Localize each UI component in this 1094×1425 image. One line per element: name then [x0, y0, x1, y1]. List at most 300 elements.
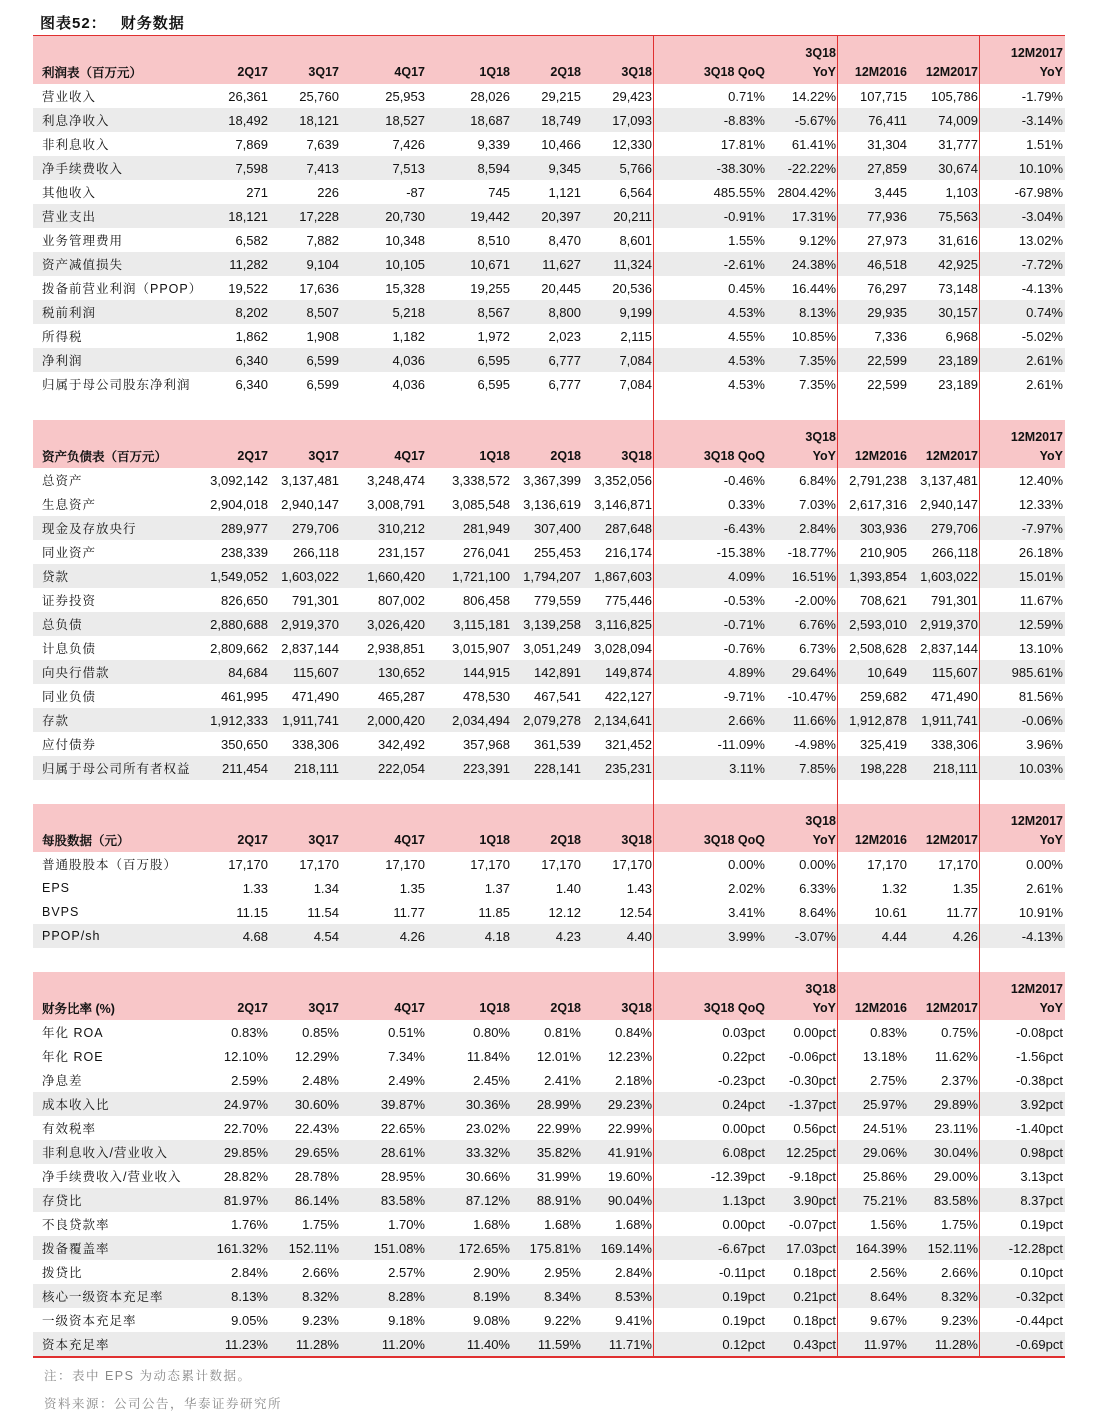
cell-value: 22.43% — [294, 1120, 339, 1136]
cell-value: -18.77% — [787, 544, 836, 560]
cell-value: 11.54 — [307, 904, 339, 920]
row-label: 非利息收入/营业收入 — [33, 1140, 198, 1164]
cell-value: 0.00pct — [722, 1120, 765, 1136]
cell-value: 11,324 — [583, 252, 654, 276]
column-header-top: 12M2017 — [980, 804, 1065, 828]
column-header: 2Q18 — [512, 828, 583, 852]
cell-value: 3,026,420 — [341, 612, 427, 636]
column-header-top — [838, 420, 909, 444]
cell-value: 12,330 — [612, 136, 652, 152]
source-note: 资料来源：公司公告，华泰证券研究所 — [44, 1397, 283, 1411]
cell-value: 31.99% — [536, 1168, 581, 1184]
cell-value: 10,671 — [427, 252, 512, 276]
cell-value: 2.75% — [870, 1072, 907, 1088]
row-label: PPOP/sh — [33, 924, 198, 948]
cell-value: 2,115 — [620, 328, 652, 344]
cell-value: 11.77 — [393, 904, 425, 920]
cell-value: 2.41% — [544, 1072, 581, 1088]
cell-value: 169.14% — [583, 1236, 654, 1260]
cell-value: 28.95% — [380, 1168, 425, 1184]
table-header — [33, 804, 1065, 852]
cell-value: 3,051,249 — [523, 640, 581, 656]
cell-value: 1,182 — [392, 328, 425, 344]
column-header: YoY — [767, 996, 838, 1020]
cell-value: 83.58% — [341, 1188, 427, 1212]
cell-value: 1,908 — [306, 328, 339, 344]
column-header: 2Q18 — [512, 996, 583, 1020]
cell-value: 0.51% — [388, 1024, 425, 1040]
cell-value: 4.18 — [427, 924, 512, 948]
cell-value: -12.39pct — [710, 1168, 765, 1184]
cell-value: 22.99% — [536, 1120, 581, 1136]
cell-value: 2.56% — [870, 1264, 907, 1280]
cell-value: 10,466 — [541, 136, 581, 152]
cell-value: 2,904,018 — [210, 496, 268, 512]
table-row — [33, 1092, 1065, 1116]
column-header: 12M2017 — [909, 60, 980, 84]
cell-value: 13.02% — [1018, 232, 1063, 248]
cell-value: 2,791,238 — [849, 472, 907, 488]
cell-value: 10.91% — [1018, 904, 1063, 920]
cell-value: 77,936 — [838, 204, 909, 228]
cell-value: 12.10% — [223, 1048, 268, 1064]
cell-value: 6,777 — [512, 348, 583, 372]
cell-value: 17.03pct — [767, 1236, 838, 1260]
cell-value: 1.34 — [313, 880, 339, 896]
cell-value: 0.18pct — [793, 1264, 836, 1280]
table-row — [33, 348, 1065, 372]
cell-value: 0.22pct — [722, 1048, 765, 1064]
cell-value: 478,530 — [463, 688, 510, 704]
cell-value: 30,157 — [909, 300, 980, 324]
cell-value: 11.62% — [934, 1048, 978, 1064]
cell-value: 0.03pct — [722, 1024, 765, 1040]
divider-line-quarterly — [653, 35, 654, 1357]
table-row — [33, 372, 1065, 396]
cell-value: 231,157 — [378, 544, 425, 560]
cell-value: 29.89% — [909, 1092, 980, 1116]
header-row-top — [33, 420, 1065, 444]
table-header — [33, 36, 1065, 85]
cell-value: 151.08% — [341, 1236, 427, 1260]
cell-value: 1.32 — [881, 880, 907, 896]
cell-value: -0.44pct — [1016, 1312, 1063, 1328]
row-label: EPS — [42, 881, 71, 895]
cell-value: 17.31% — [767, 204, 838, 228]
cell-value: -10.47% — [787, 688, 836, 704]
per-share-data-table — [33, 804, 1065, 948]
cell-value: 6,595 — [477, 376, 510, 392]
cell-value: 6,564 — [619, 184, 652, 200]
column-header: 1Q18 — [427, 996, 512, 1020]
cell-value: 30.04% — [909, 1140, 980, 1164]
cell-value: 4.54 — [270, 924, 341, 948]
column-header-top — [427, 972, 512, 996]
cell-value: 27,973 — [867, 232, 907, 248]
cell-value: 8.64% — [838, 1284, 909, 1308]
cell-value: 4.09% — [654, 564, 767, 588]
cell-value: 3,116,825 — [583, 612, 654, 636]
cell-value: 3.99% — [654, 924, 767, 948]
cell-value: 73,148 — [938, 280, 978, 296]
cell-value: 0.12pct — [654, 1332, 767, 1357]
column-header-top — [512, 972, 583, 996]
cell-value: 2,508,628 — [849, 640, 907, 656]
cell-value: 23.02% — [465, 1120, 510, 1136]
row-label: 净息差 — [42, 1074, 83, 1088]
column-header: 3Q18 QoQ — [654, 828, 767, 852]
cell-value: 2.84% — [231, 1264, 268, 1280]
cell-value: 8.53% — [583, 1284, 654, 1308]
cell-value: 1,603,022 — [270, 564, 341, 588]
cell-value: 17,170 — [299, 856, 339, 872]
cell-value: 350,650 — [221, 736, 268, 752]
cell-value: 20,445 — [541, 280, 581, 296]
cell-value: 2,617,316 — [849, 496, 907, 512]
column-header: 12M2017 — [909, 444, 980, 468]
cell-value: 144,915 — [427, 660, 512, 684]
cell-value: 2,940,147 — [281, 496, 339, 512]
cell-value: 7.03% — [799, 496, 836, 512]
table-row — [33, 636, 1065, 660]
column-header: YoY — [980, 828, 1065, 852]
cell-value: 161.32% — [198, 1236, 270, 1260]
row-label: 存贷比 — [33, 1188, 198, 1212]
column-header-top — [198, 36, 270, 61]
cell-value: 0.19pct — [1020, 1216, 1063, 1232]
column-header: YoY — [980, 60, 1065, 84]
cell-value: 7,084 — [583, 348, 654, 372]
cell-value: -38.30% — [654, 156, 767, 180]
column-header: 4Q17 — [341, 996, 427, 1020]
column-header-top — [909, 804, 980, 828]
cell-value: 1,794,207 — [512, 564, 583, 588]
cell-value: 7,869 — [235, 136, 268, 152]
cell-value: 3.92pct — [980, 1092, 1065, 1116]
cell-value: 3,015,907 — [452, 640, 510, 656]
table-row — [33, 516, 1065, 540]
column-header: 3Q17 — [270, 828, 341, 852]
cell-value: 29.06% — [838, 1140, 909, 1164]
cell-value: 6,599 — [306, 376, 339, 392]
cell-value: 0.00pct — [722, 1216, 765, 1232]
cell-value: 2,593,010 — [838, 612, 909, 636]
column-header-top: 12M2017 — [980, 972, 1065, 996]
cell-value: 2.48% — [302, 1072, 339, 1088]
cell-value: 7,413 — [270, 156, 341, 180]
table-row — [33, 756, 1065, 780]
cell-value: 22,599 — [867, 376, 907, 392]
cell-value: 6,968 — [945, 328, 978, 344]
financial-ratios-table — [33, 972, 1065, 1358]
table-row — [33, 300, 1065, 324]
cell-value: 1,121 — [548, 184, 581, 200]
cell-value: 3.90pct — [767, 1188, 838, 1212]
cell-value: 2.49% — [388, 1072, 425, 1088]
table-row — [33, 156, 1065, 180]
cell-value: 1.75% — [941, 1216, 978, 1232]
cell-value: 2,079,278 — [512, 708, 583, 732]
cell-value: 279,706 — [909, 516, 980, 540]
cell-value: 826,650 — [221, 592, 268, 608]
header-row — [33, 444, 1065, 468]
cell-value: 88.91% — [512, 1188, 583, 1212]
column-header-top — [427, 36, 512, 61]
cell-value: 2.95% — [544, 1264, 581, 1280]
cell-value: 8.32% — [270, 1284, 341, 1308]
table-row — [33, 1308, 1065, 1332]
cell-value: 29,215 — [541, 88, 581, 104]
cell-value: 11.20% — [341, 1332, 427, 1357]
cell-value: 29.64% — [767, 660, 838, 684]
cell-value: 17,636 — [299, 280, 339, 296]
cell-value: 1.56% — [870, 1216, 907, 1232]
cell-value: 0.00pct — [793, 1024, 836, 1040]
cell-value: 3.41% — [728, 904, 765, 920]
row-label: 不良贷款率 — [42, 1218, 110, 1232]
cell-value: 25.97% — [838, 1092, 909, 1116]
header-blank — [33, 420, 198, 444]
cell-value: 172.65% — [427, 1236, 512, 1260]
cell-value: -2.00% — [794, 592, 836, 608]
cell-value: 20,730 — [341, 204, 427, 228]
column-header: 1Q18 — [427, 60, 512, 84]
cell-value: 22.99% — [607, 1120, 652, 1136]
divider-line-yoy — [837, 35, 838, 1357]
cell-value: -0.46% — [723, 472, 765, 488]
cell-value: -9.18pct — [789, 1168, 836, 1184]
cell-value: 8,594 — [427, 156, 512, 180]
cell-value: 2.02% — [728, 880, 765, 896]
cell-value: 9,345 — [512, 156, 583, 180]
cell-value: 1.76% — [231, 1216, 268, 1232]
cell-value: 31,304 — [867, 136, 907, 152]
cell-value: 0.98pct — [980, 1140, 1065, 1164]
cell-value: -4.13% — [980, 924, 1065, 948]
row-label: 有效税率 — [42, 1122, 97, 1136]
cell-value: 779,559 — [534, 592, 581, 608]
cell-value: 87.12% — [427, 1188, 512, 1212]
column-header: 4Q17 — [341, 828, 427, 852]
table-body — [33, 1020, 1065, 1357]
cell-value: 107,715 — [860, 88, 907, 104]
cell-value: 46,518 — [838, 252, 909, 276]
cell-value: 9.23% — [302, 1312, 339, 1328]
table-row — [33, 108, 1065, 132]
cell-value: 266,118 — [292, 544, 339, 560]
cell-value: 3,085,548 — [452, 496, 510, 512]
cell-value: 3.13pct — [1020, 1168, 1063, 1184]
cell-value: 23,189 — [938, 376, 978, 392]
cell-value: 4.53% — [728, 376, 765, 392]
column-header: 2Q18 — [512, 60, 583, 84]
column-header: 2Q17 — [198, 996, 270, 1020]
cell-value: 218,111 — [270, 756, 341, 780]
table-row — [33, 1116, 1065, 1140]
cell-value: 19,255 — [470, 280, 510, 296]
cell-value: 74,009 — [909, 108, 980, 132]
cell-value: 4,036 — [341, 348, 427, 372]
cell-value: 12.33% — [1018, 496, 1063, 512]
cell-value: 745 — [488, 184, 510, 200]
cell-value: -1.56pct — [1016, 1048, 1063, 1064]
cell-value: -7.97% — [980, 516, 1065, 540]
cell-value: 0.19pct — [722, 1312, 765, 1328]
table-row — [33, 468, 1065, 492]
cell-value: 222,054 — [341, 756, 427, 780]
cell-value: 8.64% — [799, 904, 836, 920]
cell-value: 0.33% — [728, 496, 765, 512]
cell-value: 30,674 — [909, 156, 980, 180]
cell-value: 75.21% — [838, 1188, 909, 1212]
cell-value: 1,912,878 — [838, 708, 909, 732]
cell-value: 1.70% — [388, 1216, 425, 1232]
cell-value: 1.68% — [615, 1216, 652, 1232]
cell-value: 465,287 — [378, 688, 425, 704]
table-row — [33, 684, 1065, 708]
cell-value: 0.56pct — [793, 1120, 836, 1136]
cell-value: -5.02% — [1021, 328, 1063, 344]
table-body — [33, 468, 1065, 780]
column-header-top: 3Q18 — [767, 36, 838, 61]
column-header-top: 3Q18 — [767, 804, 838, 828]
table-body — [33, 84, 1065, 396]
column-header-top — [270, 972, 341, 996]
cell-value: 4,036 — [392, 376, 425, 392]
cell-value: 15.01% — [980, 564, 1065, 588]
cell-value: 4.89% — [654, 660, 767, 684]
cell-value: 8,510 — [477, 232, 510, 248]
cell-value: 6,340 — [198, 348, 270, 372]
cell-value: 76,411 — [838, 108, 909, 132]
cell-value: 1.68% — [473, 1216, 510, 1232]
table-row — [33, 1212, 1065, 1236]
cell-value: 149,874 — [583, 660, 654, 684]
cell-value: 0.83% — [231, 1024, 268, 1040]
cell-value: 10.61 — [874, 904, 907, 920]
cell-value: 4.26 — [341, 924, 427, 948]
cell-value: 61.41% — [791, 136, 836, 152]
cell-value: 24.38% — [767, 252, 838, 276]
cell-value: 1,911,741 — [909, 708, 980, 732]
cell-value: 2.61% — [1026, 880, 1063, 896]
column-header-top — [909, 420, 980, 444]
cell-value: 22.65% — [380, 1120, 425, 1136]
cell-value: 9.18% — [388, 1312, 425, 1328]
cell-value: 19,522 — [228, 280, 268, 296]
cell-value: 9.08% — [473, 1312, 510, 1328]
cell-value: -0.91% — [654, 204, 767, 228]
cell-value: 81.97% — [198, 1188, 270, 1212]
row-label: 归属于母公司股东净利润 — [42, 378, 191, 392]
cell-value: -4.13% — [1021, 280, 1063, 296]
row-label: 同业负债 — [42, 690, 97, 704]
column-header: 4Q17 — [341, 60, 427, 84]
cell-value: -0.38pct — [1016, 1072, 1063, 1088]
cell-value: 12.01% — [536, 1048, 581, 1064]
table-row — [33, 564, 1065, 588]
cell-value: 0.83% — [870, 1024, 907, 1040]
column-header-top — [198, 420, 270, 444]
cell-value: -0.06pct — [789, 1048, 836, 1064]
cell-value: 39.87% — [341, 1092, 427, 1116]
row-label: 存款 — [33, 708, 198, 732]
cell-value: 6.84% — [799, 472, 836, 488]
table-row — [33, 588, 1065, 612]
cell-value: 18,121 — [270, 108, 341, 132]
table-title: 财务比率 (%) — [33, 996, 198, 1020]
cell-value: 310,212 — [341, 516, 427, 540]
cell-value: 30.36% — [427, 1092, 512, 1116]
column-header: 12M2016 — [838, 828, 909, 852]
header-row-top — [33, 36, 1065, 61]
row-label: 业务管理费用 — [42, 234, 124, 248]
cell-value: 0.24pct — [654, 1092, 767, 1116]
cell-value: 6,340 — [235, 376, 268, 392]
cell-value: 5,218 — [341, 300, 427, 324]
cell-value: 11.84% — [466, 1048, 510, 1064]
cell-value: 23.11% — [934, 1120, 978, 1136]
cell-value: 10,348 — [385, 232, 425, 248]
column-header: 3Q18 QoQ — [654, 444, 767, 468]
table-row — [33, 924, 1065, 948]
cell-value: -15.38% — [716, 544, 765, 560]
cell-value: 1,103 — [945, 184, 978, 200]
cell-value: 11.97% — [838, 1332, 909, 1357]
cell-value: 105,786 — [931, 88, 978, 104]
row-label: 利息净收入 — [33, 108, 198, 132]
cell-value: -3.04% — [980, 204, 1065, 228]
cell-value: 1.51% — [1026, 136, 1063, 152]
cell-value: 1,660,420 — [341, 564, 427, 588]
column-header: 2Q17 — [198, 828, 270, 852]
cell-value: -0.69pct — [980, 1332, 1065, 1357]
column-header-top — [838, 36, 909, 61]
cell-value: 19,442 — [427, 204, 512, 228]
cell-value: -4.98% — [794, 736, 836, 752]
column-header-top: 3Q18 — [767, 972, 838, 996]
row-label: 总资产 — [42, 474, 83, 488]
cell-value: 8.28% — [341, 1284, 427, 1308]
cell-value: 7.35% — [767, 348, 838, 372]
cell-value: 9.12% — [799, 232, 836, 248]
cell-value: 7,426 — [392, 136, 425, 152]
cell-value: 1.13pct — [654, 1188, 767, 1212]
cell-value: -0.06% — [980, 708, 1065, 732]
cell-value: 255,453 — [534, 544, 581, 560]
cell-value: 325,419 — [860, 736, 907, 752]
column-header: YoY — [767, 60, 838, 84]
row-label: 计息负债 — [42, 642, 97, 656]
cell-value: 18,687 — [427, 108, 512, 132]
table-row — [33, 852, 1065, 876]
cell-value: 9.05% — [231, 1312, 268, 1328]
row-label: 资产减值损失 — [33, 252, 198, 276]
cell-value: -3.14% — [980, 108, 1065, 132]
cell-value: 4.53% — [654, 300, 767, 324]
cell-value: 26.18% — [1018, 544, 1063, 560]
cell-value: 3,248,474 — [367, 472, 425, 488]
cell-value: 29,935 — [838, 300, 909, 324]
cell-value: -0.30pct — [789, 1072, 836, 1088]
cell-value: 29,423 — [612, 88, 652, 104]
cell-value: 11.85 — [478, 904, 510, 920]
cell-value: 26,361 — [228, 88, 268, 104]
column-header: YoY — [980, 444, 1065, 468]
column-header: 3Q17 — [270, 996, 341, 1020]
cell-value: 0.75% — [941, 1024, 978, 1040]
cell-value: 198,228 — [838, 756, 909, 780]
